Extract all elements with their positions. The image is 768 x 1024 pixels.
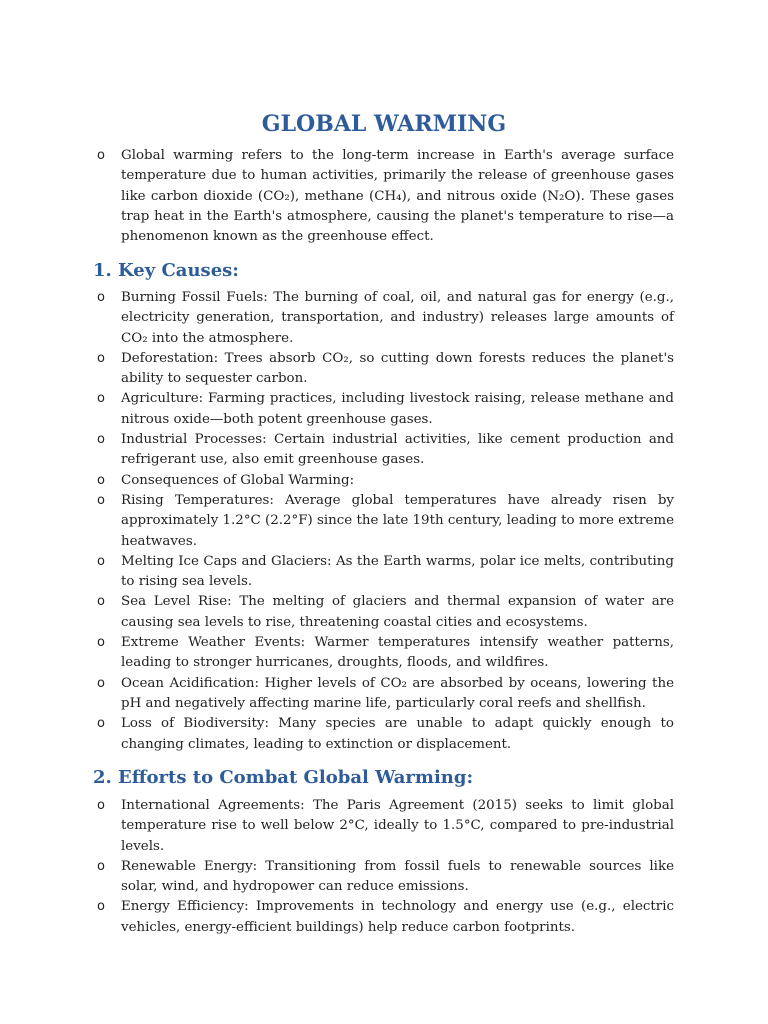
list-item: [0, 633, 768, 674]
bullet-marker: o: [97, 432, 105, 448]
list-item-text: Renewable Energy: Transitioning from fossil fuels to renewable sources like solar, wind, and hydropower can reduce emissions.: [121, 858, 674, 895]
list-item: [0, 146, 768, 247]
list-item-text: Rising Temperatures: Average global temperatures have already risen by approximately 1.2°C (2.2°F) since the late 19th century, leading to more extreme heatwaves.: [121, 492, 674, 549]
list-item: [0, 674, 768, 715]
list-item-text: Consequences of Global Warming:: [121, 472, 355, 488]
list-item: [0, 857, 768, 898]
list-item-text: Burning Fossil Fuels: The burning of coal, oil, and natural gas for energy (e.g., electricity generation, transportation, and industry) releases large amounts of CO₂ into the atmosphere.: [121, 290, 674, 346]
list-item: [0, 430, 768, 471]
bullet-marker: o: [97, 716, 105, 732]
list-item-text: Deforestation: Trees absorb CO₂, so cutting down forests reduces the planet's ability to sequester carbon.: [121, 350, 674, 387]
list-item-text: Melting Ice Caps and Glaciers: As the Earth warms, polar ice melts, contributing to rising sea levels.: [121, 553, 674, 590]
intro-list: [0, 146, 768, 247]
document-title: GLOBAL WARMING: [261, 111, 507, 137]
list-item-text: Global warming refers to the long-term increase in Earth's average surface temperature due to human activities, primarily the release of greenhouse gases like carbon dioxide (CO₂), methane (CH₄), and nitrous oxide (N₂O). These gases trap heat in the Earth's atmosphere, causing the planet's temperature to rise—a phenomenon known as the greenhouse effect.: [121, 148, 674, 245]
list-item: [0, 714, 768, 755]
key-causes-list: [0, 288, 768, 755]
list-item: [0, 897, 768, 938]
list-item-text: Ocean Acidification: Higher levels of CO₂ are absorbed by oceans, lowering the pH and negatively affecting marine life, particularly coral reefs and shellfish.: [121, 675, 674, 711]
list-item-text: Loss of Biodiversity: Many species are unable to adapt quickly enough to changing climates, leading to extinction or displacement.: [121, 716, 674, 752]
bullet-marker: o: [97, 798, 105, 813]
bullet-marker: o: [97, 148, 105, 163]
bullet-marker: o: [97, 391, 105, 407]
bullet-marker: o: [97, 492, 105, 508]
list-item: [0, 471, 768, 491]
list-item: [0, 389, 768, 430]
bullet-marker: o: [97, 350, 105, 366]
section-heading-key-causes: 1. Key Causes:: [93, 260, 239, 281]
list-item: [0, 552, 768, 593]
list-item: [0, 592, 768, 633]
list-item: [0, 491, 768, 552]
bullet-marker: o: [97, 472, 105, 488]
bullet-marker: o: [97, 858, 105, 874]
bullet-marker: o: [97, 899, 105, 915]
list-item-text: Sea Level Rise: The melting of glaciers and thermal expansion of water are causing sea levels to rise, threatening coastal cities and ecosystems.: [121, 594, 674, 630]
bullet-marker: o: [97, 553, 105, 569]
list-item-text: Energy Efficiency: Improvements in technology and energy use (e.g., electric vehicles, energy-efficient buildings) help reduce carbon footprints.: [121, 899, 674, 935]
list-item: [0, 288, 768, 349]
bullet-marker: o: [97, 290, 105, 305]
list-item-text: Industrial Processes: Certain industrial activities, like cement production and refrigerant use, also emit greenhouse gases.: [121, 432, 674, 468]
list-item: [0, 349, 768, 390]
section-heading-efforts: 2. Efforts to Combat Global Warming:: [93, 767, 474, 788]
bullet-marker: o: [97, 675, 105, 691]
bullet-marker: o: [97, 635, 105, 651]
list-item-text: International Agreements: The Paris Agreement (2015) seeks to limit global temperature rise to well below 2°C, ideally to 1.5°C, compared to pre-industrial levels.: [121, 798, 674, 854]
list-item: [0, 796, 768, 857]
bullet-marker: o: [97, 594, 105, 610]
list-item-text: Extreme Weather Events: Warmer temperatures intensify weather patterns, leading to stronger hurricanes, droughts, floods, and wildfires.: [121, 635, 674, 671]
efforts-list: [0, 796, 768, 938]
list-item-text: Agriculture: Farming practices, including livestock raising, release methane and nitrous oxide—both potent greenhouse gases.: [121, 391, 674, 427]
